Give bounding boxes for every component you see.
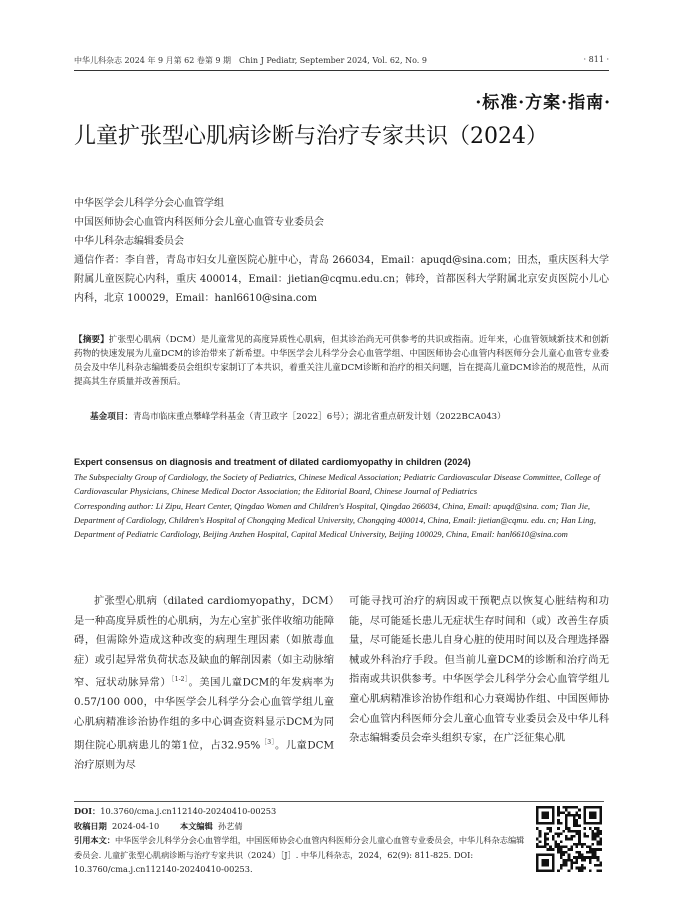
received-label: 收稿日期 [74, 820, 107, 831]
editor-label: 本文编辑 [180, 820, 213, 831]
citation: ［1-2］ [171, 676, 189, 684]
author-org-1: 中华医学会儿科学分会心血管学组 [74, 198, 224, 209]
english-abstract-header [74, 455, 609, 541]
author-block [74, 194, 609, 308]
body-column-right: 可能寻找可治疗的病因或干预靶点以恢复心脏结构和功能，尽可能延长患儿无症状生存时间和（或）改善生存质量，尽可能延长患儿自身心脏的使用时间以及合理选择器械或外科治疗手段。但当前儿童DCM的诊断和治疗尚无指南或共识供参考。中华医学会儿科学分会心血管学组儿童心肌病精准诊治协作组和心力衰竭协作组、中国医师协会心血管内科医师分会儿童心血管专业委员会及中华儿科杂志编辑委员会牵头组织专家，在广泛征集心肌 [349, 595, 609, 745]
doi-link[interactable]: 10.3760/cma.j.cn112140-20240410-00253 [100, 806, 277, 816]
running-header [74, 55, 609, 69]
editor-name: 孙艺倩 [218, 820, 243, 831]
english-groups: The Subspecialty Group of Cardiology, the Society of Pediatrics, Chinese Medical Association; Pediatric Cardiovascular Disease Committee, College of Cardiovascular Physicians, Chinese Medical Doctor Association; the Editorial Board, Chinese Journal of Pediatrics [74, 472, 600, 497]
abstract-zh [74, 333, 609, 389]
footer-divider [74, 801, 604, 802]
received-date: 2024-04-10 [111, 820, 160, 831]
body-column-left [74, 592, 334, 775]
article-footer [74, 804, 532, 877]
english-title: Expert consensus on diagnosis and treatment of dilated cardiomyopathy in children (2024) [74, 457, 471, 467]
section-tag: ·标准·方案·指南· [475, 93, 611, 113]
cite-text: 中华医学会儿科学分会心血管学组，中国医师协会心血管内科医师分会儿童心血管专业委员会，中华儿科杂志编辑委员会. 儿童扩张型心肌病诊断与治疗专家共识（2024）［J］. 中华儿科杂志，2024，62(9): 811-825. DOI: 10.3760/cma.j.cn112140-20240410-00253. [74, 835, 525, 874]
author-org-3: 中华儿科杂志编辑委员会 [74, 236, 184, 247]
body-text: 。美国儿童DCM的年发病率为0.57/100 000，中华医学会儿科学分会心血管学组儿童心肌病精准诊治协作组的多中心调查资料显示DCM为同期住院心肌病患儿的第1位，占32.95% [74, 676, 335, 751]
page-number: · 811 · [583, 55, 609, 64]
article-title: 儿童扩张型心肌病诊断与治疗专家共识（2024） [74, 124, 548, 149]
english-corresponding: Corresponding author: Li Zipu, Heart Center, Qingdao Women and Children's Hospital, Qingdao 266034, China, Email: apuqd@sina. com; Tian Jie, Department of Cardiology, Children's Hospital of Chongqing Medical University, Chongqing 400014, China, Email: jietian@cqmu. edu. cn; Han Ling, Department of Pediatric Cardiology, Beijing Anzhen Hospital, Capital Medical University, Beijing 100029, China, Email: hanl6610@sina.com [74, 500, 596, 540]
qr-code[interactable] [536, 806, 602, 872]
header-divider [74, 70, 609, 71]
cite-label: 引用本文： [74, 835, 115, 845]
abstract-text: 扩张型心肌病（DCM）是儿童常见的高度异质性心肌病，但其诊治尚无可供参考的共识或指南。近年来，心血管领域新技术和创新药物的快速发展为儿童DCM的诊治带来了新希望。中华医学会儿科学分会心血管学组、中国医师协会心血管内科医师分会儿童心血管专业委员会及中华儿科杂志编辑委员会组织专家制订了本共识，着重关注儿童DCM诊断和治疗的相关问题，旨在提高儿童DCM诊治的规范性，从而提高其生存质量并改善预后。 [74, 335, 609, 387]
doi-label: DOI： [74, 806, 101, 816]
author-org-2: 中国医师协会心血管内科医师分会儿童心血管专业委员会 [74, 217, 324, 228]
fund-label: 基金项目： [90, 412, 133, 422]
body-text: 。儿童DCM治疗原则为尽 [74, 739, 335, 771]
funding [74, 410, 609, 424]
body-text: 扩张型心肌病（dilated cardiomyopathy，DCM）是一种高度异质性的心肌病，为左心室扩张伴收缩功能障碍，但需除外造成这种改变的病理生理因素（如脓毒血症）或引起异常负荷状态及缺血的解剖因素（如主动脉缩窄、冠状动脉异常） [74, 595, 334, 689]
correspondence: 通信作者：李自普，青岛市妇女儿童医院心脏中心，青岛 266034，Email：apuqd@sina.com；田杰，重庆医科大学附属儿童医院心内科，重庆 400014，Email：jietian@cqmu.edu.cn；韩玲，首都医科大学附属北京安贞医院小儿心内科，北京 100029，Email：hanl6610@sina.com [74, 255, 609, 304]
journal-citation-header: 中华儿科杂志 2024 年 9 月第 62 卷第 9 期 Chin J Pediatr, September 2024, Vol. 62, No. 9 [74, 56, 427, 65]
fund-text: 青岛市临床重点攀峰学科基金（青卫政字［2022］6号）；湖北省重点研发计划（2022BCA043） [132, 412, 506, 422]
citation: ［3］ [260, 738, 276, 746]
abstract-label: 【摘要】 [74, 335, 109, 345]
